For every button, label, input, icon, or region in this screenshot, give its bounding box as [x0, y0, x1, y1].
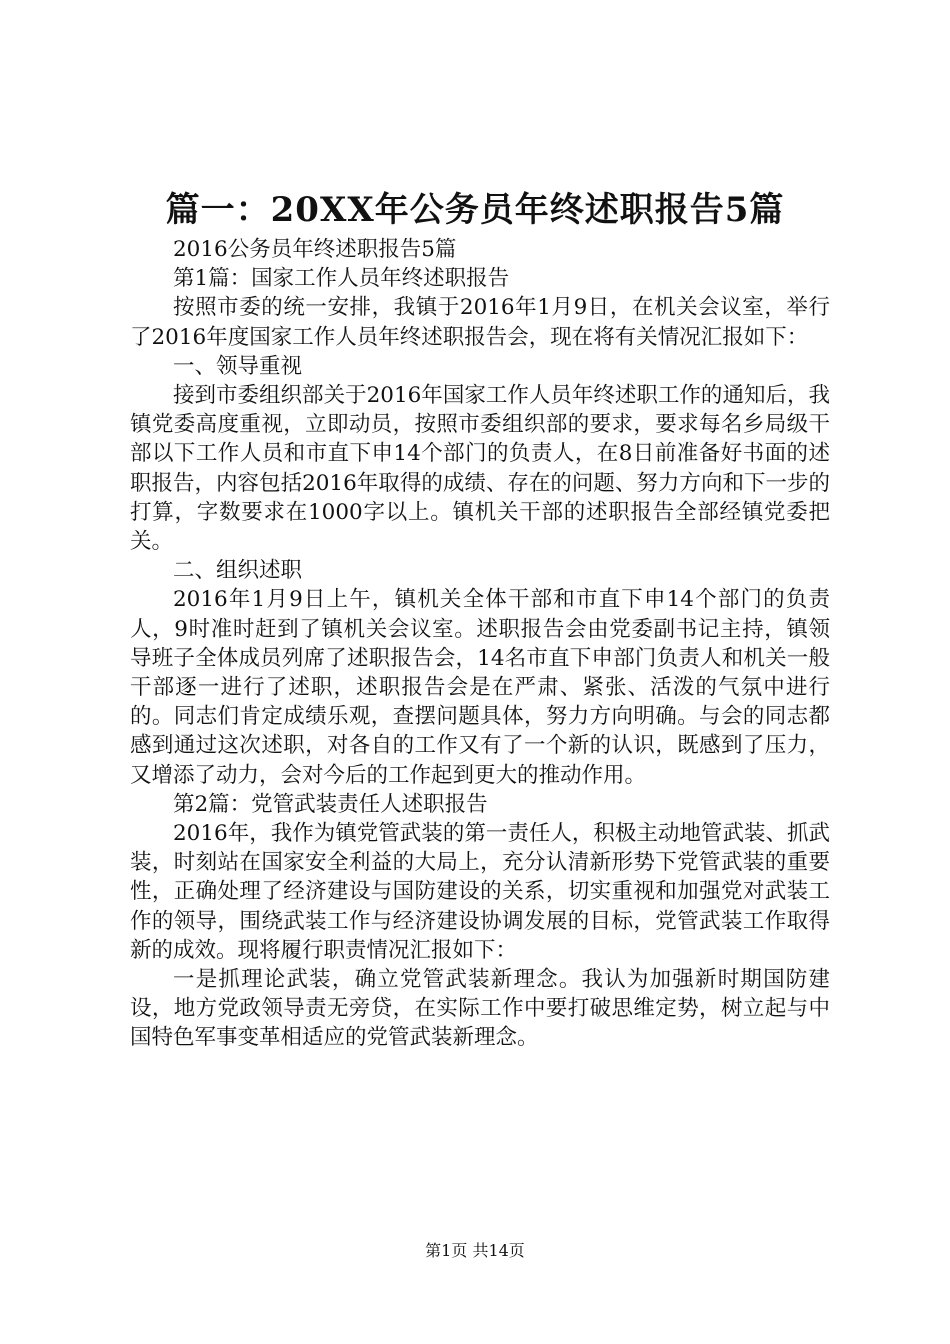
- paragraph: 2016年，我作为镇党管武装的第一责任人，积极主动地管武装、抓武装，时刻站在国家安全利益的大局上，充分认清新形势下党管武装的重要性，正确处理了经济建设与国防建设的关系，切实重视和加强党对武装工作的领导，围绕武装工作与经济建设协调发展的目标，党管武装工作取得新的成效。现将履行职责情况汇报如下：: [130, 821, 830, 963]
- page-footer: 第1页 共14页: [425, 1241, 525, 1260]
- paragraph: 2016公务员年终述职报告5篇: [173, 237, 457, 262]
- document-title: 篇一：20XX年公务员年终述职报告5篇: [165, 190, 785, 230]
- paragraph: 按照市委的统一安排，我镇于2016年1月9日，在机关会议室，举行了2016年度国家工作人员年终述职报告会，现在将有关情况汇报如下：: [130, 295, 830, 350]
- paragraph: 第2篇：党管武装责任人述职报告: [173, 791, 488, 817]
- section-heading: 一、领导重视: [173, 353, 303, 379]
- document-body: [130, 235, 830, 1053]
- section-heading: 二、组织述职: [173, 558, 303, 584]
- paragraph: 2016年1月9日上午，镇机关全体干部和市直下申14个部门的负责人，9时准时赶到了镇机关会议室。述职报告会由党委副书记主持，镇领导班子全体成员列席了述职报告会，14名市直下申部门负责人和机关一般干部逐一进行了述职，述职报告会是在严肃、紧张、活泼的气氛中进行的。同志们肯定成绩乐观，查摆问题具体，努力方向明确。与会的同志都感到通过这次述职，对各自的工作又有了一个新的认识，既感到了压力，又增添了动力，会对今后的工作起到更大的推动作用。: [130, 587, 830, 788]
- paragraph: 一是抓理论武装，确立党管武装新理念。我认为加强新时期国防建设，地方党政领导责无旁贷，在实际工作中要打破思维定势，树立起与中国特色军事变革相适应的党管武装新理念。: [130, 967, 830, 1051]
- paragraph: 接到市委组织部关于2016年国家工作人员年终述职工作的通知后，我镇党委高度重视，立即动员，按照市委组织部的要求，要求每名乡局级干部以下工作人员和市直下申14个部门的负责人，在8日前准备好书面的述职报告，内容包括2016年取得的成绩、存在的问题、努力方向和下一步的打算，字数要求在1000字以上。镇机关干部的述职报告全部经镇党委把关。: [130, 383, 830, 555]
- paragraph: 第1篇：国家工作人员年终述职报告: [173, 266, 510, 292]
